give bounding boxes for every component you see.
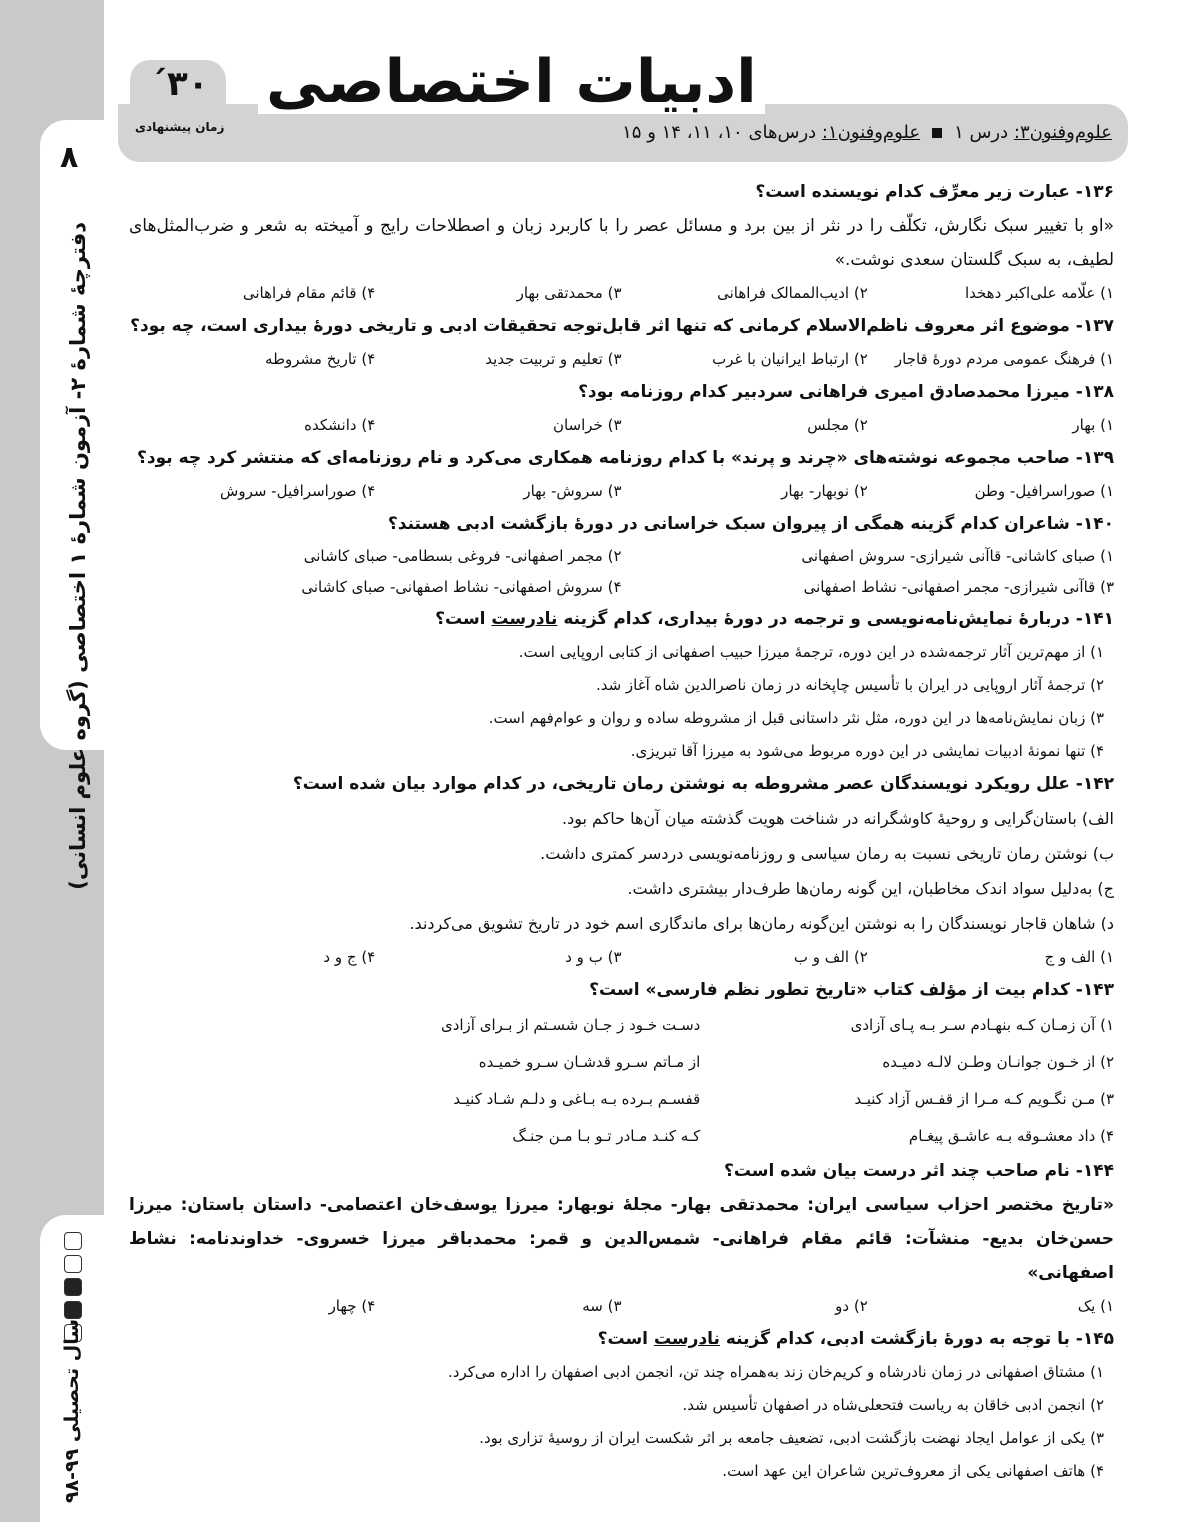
option[interactable]: ۲) ترجمهٔ آثار اروپایی در ایران با تأسیس چاپخانه در زمان ناصرالدین شاه آغاز شد. — [595, 676, 1104, 694]
option[interactable]: ۲) ارتباط ایرانیان با غرب — [712, 350, 868, 368]
option[interactable]: ۴) چهار — [328, 1297, 376, 1315]
question-stem — [129, 1323, 1114, 1356]
question-stem: ۱۴۲- علل رویکرد نویسندگان عصر مشروطه به نوشتن رمان تاریخی، در کدام موارد بیان شده است؟ — [292, 774, 1114, 794]
option[interactable]: ۲) نوبهار- بهار — [781, 482, 868, 500]
option[interactable]: ۴) ج و د — [323, 948, 376, 966]
page-title: ادبیات اختصاصی — [258, 50, 765, 114]
questions — [129, 176, 1114, 1488]
suggested-time: ۳۰´ — [150, 64, 209, 104]
hemistich: ۳) مـن نگـویم کـه مـرا از قفـس آزاد کنیـد — [854, 1090, 1114, 1108]
option[interactable]: ۳) یکی از عوامل ایجاد نهضت بازگشت ادبی، تضعیف جامعه بر اثر شکست ایران از روسیهٔ تزاری بود. — [479, 1429, 1104, 1447]
hemistich: کـه کنـد مـادر تـو بـا مـن جنـگ — [512, 1127, 701, 1145]
stem-text: ۱۴۱- دربارهٔ نمایش‌نامه‌نویسی و ترجمه در دورهٔ بیداری، کدام گزینه — [557, 609, 1114, 629]
lesson-ref: علوم‌وفنون۱: — [821, 122, 921, 143]
suggested-time-label: زمان پیشنهادی — [135, 120, 225, 134]
option[interactable]: ۳) محمدتقی بهار — [516, 284, 622, 302]
options-row — [129, 541, 1114, 572]
option[interactable]: ۴) تنها نمونهٔ ادبیات نمایشی در این دوره مربوط می‌شود به میرزا آقا تبریزی. — [630, 742, 1104, 760]
bullet-square-icon — [932, 128, 942, 138]
hemistich: از مـاتم سـرو قدشـان سـرو خمیـده — [478, 1053, 701, 1071]
options-row — [129, 277, 1114, 310]
option[interactable]: ۴) تاریخ مشروطه — [265, 350, 376, 368]
question-stem: ۱۳۶- عبارت زیر معرِّف کدام نویسنده است؟ — [755, 182, 1114, 202]
option[interactable]: ۲) الف و ب — [793, 948, 868, 966]
stem-text: است؟ — [435, 609, 492, 629]
option[interactable]: ۳) سروش- بهار — [523, 482, 622, 500]
lessons-info — [622, 122, 1112, 143]
question-stem: ۱۴۰- شاعران کدام گزینه همگی از پیروان سبک خراسانی در دورهٔ بازگشت ادبی هستند؟ — [387, 514, 1114, 534]
option[interactable]: ۱) مشتاق اصفهانی در زمان نادرشاه و کریم‌خان زند به‌همراه چند تن، انجمن ادبی اصفهان را اداره می‌کرد. — [448, 1363, 1104, 1381]
question-stem — [129, 603, 1114, 636]
options-row — [129, 475, 1114, 508]
statement-item: ب) نوشتن رمان تاریخی نسبت به رمان سیاسی و روزنامه‌نویسی دردسر کمتری داشت. — [540, 844, 1114, 863]
lesson-ref: علوم‌وفنون۳: — [1013, 122, 1112, 143]
options-row — [129, 1290, 1114, 1323]
option[interactable]: ۱) صوراسرافیل- وطن — [974, 482, 1114, 500]
statement-item: ج) به‌دلیل سواد اندک مخاطبان، این گونه رمان‌ها طرف‌دار بیشتری داشت. — [627, 879, 1114, 898]
question-stem: ۱۳۸- میرزا محمدصادق امیری فراهانی سردبیر کدام روزنامه بود؟ — [578, 382, 1114, 402]
option[interactable]: ۴) قائم مقام فراهانی — [242, 284, 376, 302]
option[interactable]: ۱) صبای کاشانی- قاآنی شیرازی- سروش اصفهانی — [801, 547, 1114, 565]
page-number: ۸ — [60, 140, 79, 175]
option[interactable]: ۴) سروش اصفهانی- نشاط اصفهانی- صبای کاشانی — [301, 578, 622, 596]
option[interactable]: ۱) بهار — [1072, 416, 1114, 434]
option[interactable]: ۲) مجلس — [807, 416, 868, 434]
option[interactable]: ۲) انجمن ادبی خاقان به ریاست فتحعلی‌شاه در اصفهان تأسیس شد. — [682, 1396, 1104, 1414]
lesson-ref: درس‌های ۱۰، ۱۱، ۱۴ و ۱۵ — [622, 122, 822, 143]
options-row — [129, 409, 1114, 442]
option[interactable]: ۳) تعلیم و تربیت جدید — [485, 350, 622, 368]
stem-text: ۱۴۵- با توجه به دورهٔ بازگشت ادبی، کدام گزینه — [719, 1329, 1114, 1349]
question-quote: «تاریخ مختصر احزاب سیاسی ایران: محمدتقی بهار- مجلهٔ نوبهار: میرزا یوسف‌خان اعتصامی- داستان باستان: میرزا حسن‌خان بدیع- منشآت: قائم مقام فراهانی- شمس‌الدین و قمر: محمدباقر میرزا خسروی- خداوندنامه: نشاط اصفهانی» — [129, 1195, 1114, 1283]
hemistich: ۲) از خـون جوانـان وطـن لالـه دمیـده — [882, 1053, 1114, 1071]
hemistich: ۴) داد معشـوقه بـه عاشـق پیغـام — [908, 1127, 1114, 1145]
verse-option[interactable] — [129, 1118, 1114, 1155]
option[interactable]: ۲) ادیب‌الممالک فراهانی — [717, 284, 868, 302]
option[interactable]: ۲) دو — [835, 1297, 868, 1315]
option[interactable]: ۱) علّامه علی‌اکبر دهخدا — [964, 284, 1114, 302]
option[interactable]: ۱) الف و ج — [1044, 948, 1114, 966]
hemistich: ۱) آن زمـان کـه بنهـادم سـر بـه پـای آزادی — [850, 1016, 1114, 1034]
academic-year: سال تحصیلی ۹۹-۹۸ — [61, 1318, 83, 1504]
options-row — [129, 572, 1114, 603]
option[interactable]: ۴) صوراسرافیل- سروش — [220, 482, 376, 500]
question-quote: «او با تغییر سبک نگارش، تکلّف را در نثر از بین برد و مسائل عصر را با کاربرد زبان و اصطلاحات رایج و آمیخته به شعر و ضرب‌المثل‌های لطیف، به سبک گلستان سعدی نوشت.» — [129, 216, 1114, 270]
stem-emphasis: نادرست — [653, 1329, 720, 1349]
option[interactable]: ۳) خراسان — [552, 416, 622, 434]
progress-box-filled — [64, 1278, 82, 1296]
option[interactable]: ۴) دانشکده — [304, 416, 376, 434]
option[interactable]: ۲) مجمر اصفهانی- فروغی بسطامی- صبای کاشانی — [303, 547, 622, 565]
option[interactable]: ۱) از مهم‌ترین آثار ترجمه‌شده در این دوره، ترجمهٔ میرزا حبیب اصفهانی از کتابی اروپایی است. — [518, 643, 1104, 661]
option[interactable]: ۳) ب و د — [565, 948, 622, 966]
progress-box — [64, 1255, 82, 1273]
option[interactable]: ۱) یک — [1077, 1297, 1114, 1315]
verse-option[interactable] — [129, 1007, 1114, 1044]
verse-option[interactable] — [129, 1044, 1114, 1081]
question-stem: ۱۴۳- کدام بیت از مؤلف کتاب «تاریخ تطور نظم فارسی» است؟ — [589, 980, 1114, 1000]
statement-item: د) شاهان قاجار نویسندگان را به نوشتن این‌گونه رمان‌ها برای ماندگاری اسم خود در تاریخ تشویق می‌کردند. — [409, 914, 1114, 933]
progress-box — [64, 1232, 82, 1250]
verse-option[interactable] — [129, 1081, 1114, 1118]
question-stem: ۱۳۹- صاحب مجموعه نوشته‌های «چرند و پرند» با کدام روزنامه همکاری می‌کرد و نام روزنامه‌ای که منتشر کرد چه بود؟ — [137, 448, 1114, 468]
stem-text: است؟ — [597, 1329, 654, 1349]
hemistich: دسـت خـود ز جـان شسـتم از بـرای آزادی — [440, 1016, 701, 1034]
option[interactable]: ۳) قاآنی شیرازی- مجمر اصفهانی- نشاط اصفهانی — [803, 578, 1114, 596]
question-stem: ۱۳۷- موضوع اثر معروف ناظم‌الاسلام کرمانی که تنها اثر قابل‌توجه تحقیقات ادبی و تاریخی دورهٔ بیداری است، چه بود؟ — [130, 316, 1114, 336]
option[interactable]: ۴) هاتف اصفهانی یکی از معروف‌ترین شاعران این عهد است. — [722, 1462, 1104, 1480]
question-stem: ۱۴۴- نام صاحب چند اثر درست بیان شده است؟ — [723, 1161, 1114, 1181]
options-row — [129, 941, 1114, 974]
statement-item: الف) باستان‌گرایی و روحیهٔ کاوشگرانه در شناخت هویت گذشته میان آن‌ها حاکم بود. — [561, 809, 1114, 828]
option[interactable]: ۱) فرهنگ عمومی مردم دورهٔ قاجار — [894, 350, 1114, 368]
options-row — [129, 343, 1114, 376]
option[interactable]: ۳) سه — [582, 1297, 622, 1315]
stem-emphasis: نادرست — [491, 609, 558, 629]
booklet-label: دفترچهٔ شمارهٔ ۲- آزمون شمارهٔ ۱ اختصاصی (گروه علوم انسانی) — [66, 222, 90, 890]
hemistich: قفسـم بـرده بـه بـاغی و دلـم شـاد کنیـد — [453, 1090, 701, 1108]
option[interactable]: ۳) زبان نمایش‌نامه‌ها در این دوره، مثل نثر داستانی قبل از مشروطه ساده و روان و عوام‌فهم است. — [488, 709, 1104, 727]
lesson-ref: درس ۱ — [954, 122, 1014, 143]
